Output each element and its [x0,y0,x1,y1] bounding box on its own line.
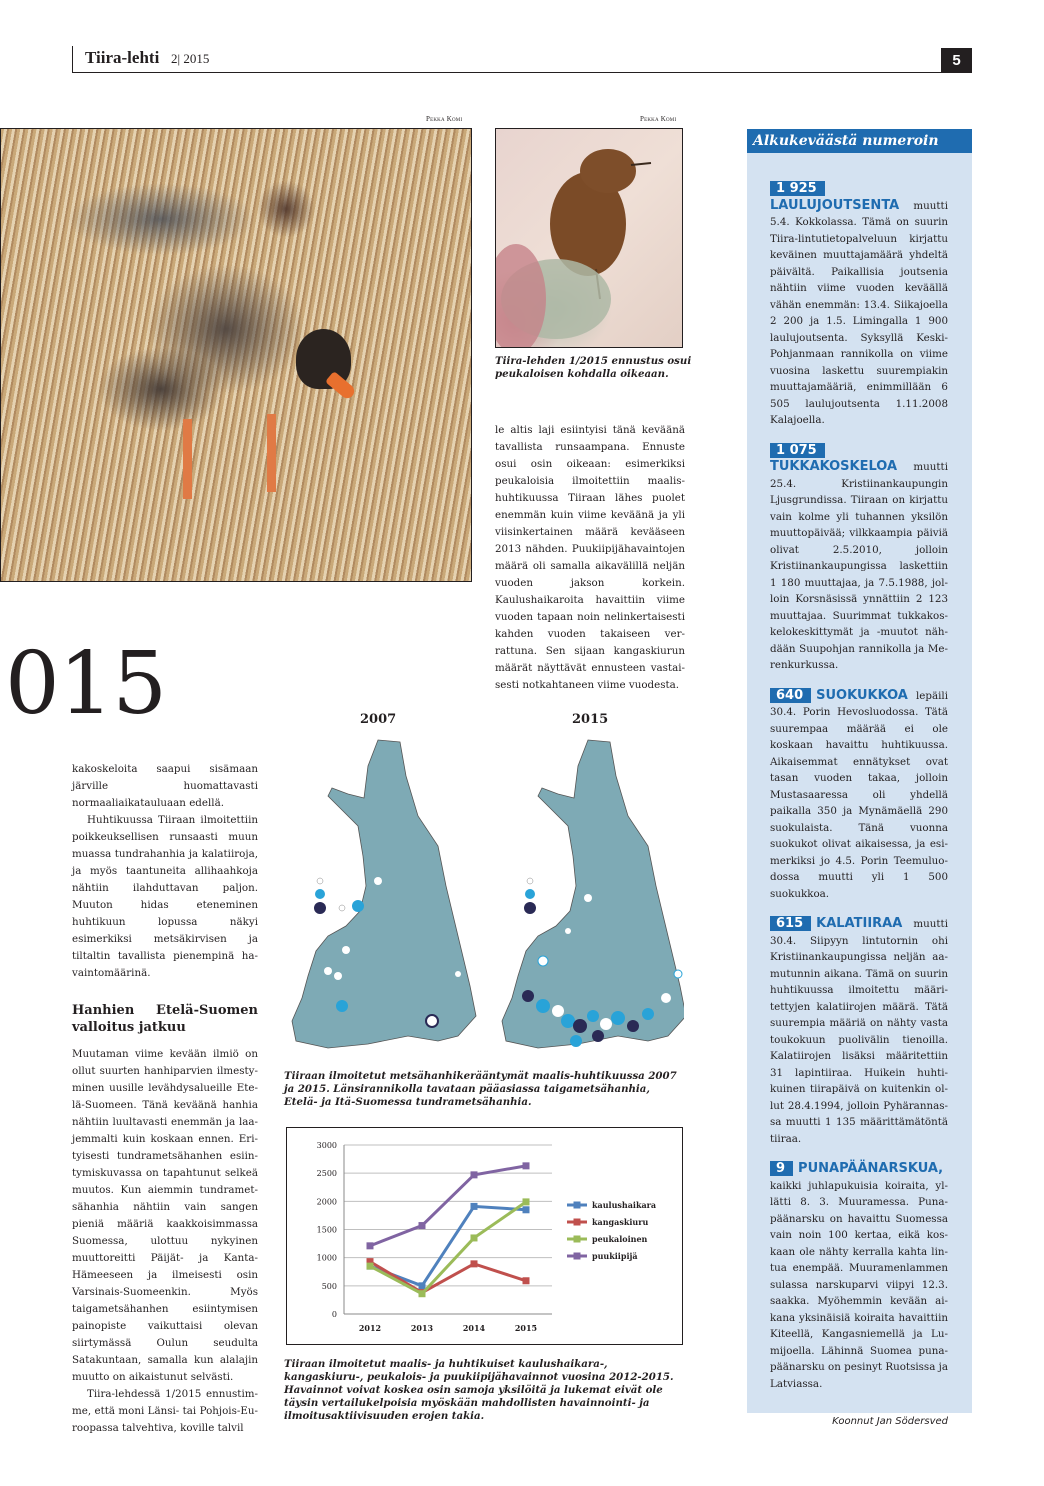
paragraph: Muutaman viime kevään ilmiö on ollut suurten hanhiparvien ilmestyminen uusille levähdysalueille Etelä-Suomeen. Tänä keväänä hanhia nähtiin luultavasti enemmän ja laajemmalti kuin koskaan ennen. Erityisesti tundrametsähanhen esiintymiskuvassa on tapahtunut selkeä muutos. Kun aiemmin tundrametsähanhia nähtiin vain sangen pieniä määriä kaakkoisimmassa Suomessa, ulottuu nykyinen muuttoreitti Päijät- ja Kanta-Hämeeseen ja ilmeisesti osin Varsinais-Suomeenkin. Myös taigametsähanhen esiintymisen painopiste vaikuttaisi olevan siirtymässä Oulun seudulta Satakuntaan, samalla kun alalajin muutto on aikaistunut selvästi. [72,1048,258,1383]
photo-credit-wren: Pekka Komi [640,115,677,123]
line-chart [286,1127,683,1345]
sidebar-fact [770,1161,948,1392]
fact-number-badge: 1 075 [770,443,825,458]
sidebar-fact [770,181,948,429]
fact-text: muutti 25.4. Kristiinankaupungin Ljusgrundissa. Tiiraan on kirjattu vain kolme yli tuhannen yksilön muuttopäivää; vilkkaampia päiviä olivat 2.5.2010, jolloin Kristiinankaupungissa laskettiin 1 180 muuttajaa, ja 7.5.1988, jolloin Korsnäsissä ynnättiin 2 123 muuttajaa. Suurimmat tukkakoskelokeskittymät ja -muutot nähdään Suupohjan rannikolla ja Merenkurkussa. [770,461,948,671]
wren-caption: Tiira-lehden 1/2015 ennustus osui peukaloisen kohdalla oikeaan. [495,355,692,380]
line-chart-svg [287,1128,682,1344]
data-point-marker [523,1198,530,1205]
legend-marker [574,1253,581,1260]
data-point-marker [419,1222,426,1229]
paragraph: Tiira-lehdessä 1/2015 ennustimme, että moni Länsi- tai Pohjois-Euroopassa talvehtiva, koville talvil [72,1388,258,1434]
fact-number-badge: 615 [770,916,811,931]
fact-species: LAULUJOUTSENTA [770,197,900,213]
paragraph: Huhtikuussa Tiiraan ilmoitettiin poikkeuksellisen runsaasti muun muassa tundrahanhia ja kalatiiroja, ja myös taantuneita allihaahkoja nähtiin ilahduttavan paljon. Muuton hidas eteneminen huhtikuun lopussa näkyi esimerkiksi metsäkirvisen ja tiltaltin tavallista pienempinä havaintomäärinä. [72,814,258,979]
y-tick-label: 2000 [316,1197,337,1207]
data-point-marker [471,1260,478,1267]
map-2007 [292,740,476,1048]
x-tick-label: 2013 [410,1323,434,1333]
fact-species: PUNAPÄÄNARSKUA, [798,1161,944,1176]
data-point-marker [367,1242,374,1249]
goose-leg [183,419,192,499]
page-number: 5 [941,48,972,73]
map-2015 [502,740,684,1048]
facts-sidebar [747,129,972,1427]
data-point-marker [471,1234,478,1241]
wren-illustration [496,129,683,348]
data-point-marker [471,1171,478,1178]
fact-species: KALATIIRAA [816,916,903,931]
magazine-title: Tiira-lehti [85,48,160,67]
finland-goose-maps [284,708,684,1068]
y-tick-label: 1000 [316,1253,337,1263]
fact-number-badge: 640 [770,688,811,703]
fact-number-badge: 9 [770,1161,793,1176]
middle-article-column [495,422,685,694]
sidebar-fact [770,688,948,903]
wren-photo [495,128,683,348]
sidebar-body [747,153,972,1427]
sidebar-signature: Koonnut Jan Södersved [832,1416,948,1427]
big-year-number: 015 [5,634,167,734]
legend-marker [574,1202,581,1209]
fact-text: lepäili 30.4. Porin Hevosluodossa. Tätä suurempaa määrää ei ole koskaan havaittu huhtikuussa. Aikaisemmat ennätykset ovat tasan vuoden takaa, jolloin Mustasaaressa oli yhdellä paikalla 350 ja Mynämäellä 290 suokulaista. Tänä vuonna suokukot olivat aikaisessa, ja esimerkiksi jo 4.5. Porin Teemuluodossa muutti yli 1 500 suokukkoa. [770,689,948,900]
data-point-marker [471,1203,478,1210]
issue-number: 2| 2015 [171,51,210,66]
sidebar-fact [770,916,948,1147]
x-tick-label: 2015 [514,1323,538,1333]
sidebar-title: Alkukeväästä numeroin [747,129,972,153]
page-header [72,46,972,73]
goose-photo [0,128,472,582]
maps-caption: Tiiraan ilmoitetut metsähanhikerääntymät maalis-huhtikuussa 2007 ja 2015. Länsirannikolla tavataan pääasiassa taigametsähanhia, Etelä- ja Itä-Suomessa tundrametsähanhia. [284,1070,677,1108]
chart-caption: Tiiraan ilmoitetut maalis- ja huhtikuiset kaulushaikara-, kangaskiuru-, peukalois- ja puukiipijähavainnot vuosina 2012-2015. Havainnot voivat koskea osin samoja yksilöitä ja lukemat eivät ole täysin vertailukelpoisia myöskään mahdollisten havainnointi- ja ilmoitusaktiivisuuden erojen takia. [284,1358,674,1422]
y-tick-label: 1500 [316,1225,337,1235]
fact-text: muutti 5.4. Kokkolassa. Tämä on suurin Tiira-lintutietopalveluun kirjattu keväinen muuttajamäärä yhdeltä päivältä. Paikallisia joutsenia nähtiin viime vuoden keväällä vähän enemmän: 13.4. Siikajoella 2 200 ja 1.5. Limingalla 1 900 laulujoutsenta. Syksyllä Keski-Pohjanmaan rannikolla on viime vuosina laskettu suurempiakin muuttajamääriä, enimmillään 6 505 laulujoutsenta 1.11.2008 Kalajoella. [770,199,948,426]
map-year-label: 2007 [360,712,397,727]
paragraph: kakoskeloita saapui sisämaan järville huomattavasti normaaliaikatauluaan edellä. [72,763,258,809]
left-article-column [72,761,258,1437]
fact-species: SUOKUKKOA [816,687,908,703]
x-tick-label: 2012 [358,1323,382,1333]
fact-text: kaikki juhlapukuisia koiraita, yllätti 8. 3. Muuramessa. Punapäänarsku on havaittu Suomessa vain noin 100 kertaa, eikä koskaan ole nähty kerralla kahta lintua enempää. Muuramenlammen sulassa narskuparvi viipyi 12.3. saakka. Myöhemmin kevään aikana yksinäisiä koiraita havaittiin Kiteellä, Kangasniemellä ja Lumijoella. Lähinnä Suomea punapäänarsku on pesinyt Ruotsissa ja Latviassa. [770,1179,948,1390]
legend-label: kangaskiuru [592,1217,649,1227]
y-tick-label: 3000 [316,1141,337,1150]
y-tick-label: 2500 [316,1169,337,1179]
map-year-label: 2015 [572,712,609,727]
legend-marker [574,1219,581,1226]
y-tick-label: 500 [321,1281,337,1291]
fact-species: TUKKAKOSKELOA [770,459,898,474]
sidebar-fact [770,443,948,674]
photo-credit-goose: Pekka Komi [426,115,463,123]
x-tick-label: 2014 [462,1323,486,1333]
y-tick-label: 0 [331,1310,337,1319]
data-point-marker [523,1206,530,1213]
fact-number-badge: 1 925 [770,181,825,196]
legend-label: puukiipijä [592,1251,638,1261]
fact-text: muutti 30.4. Siipyyn lintutornin ohi Kristiinankaupungissa neljän aamutunnin aikana. Tämä on suurin huhtikuussa ilmoitettu määritettyjen kalatiirojen määrä. Tätä suurempia määriä on nähty vasta toukokuun puolivälin tienoilla. Kalatiirojen lisäksi määritettiin 31 lapintiiraa. Huikein huhtikuinen tiirapäivä on kuitenkin ollut 28.4.1994, jolloin Pyhärannassa muutti 1 135 määrittämätöntä tiiraa. [770,918,948,1145]
data-point-marker [419,1282,426,1289]
legend-label: kaulushaikara [592,1200,657,1210]
legend-label: peukaloinen [592,1234,648,1244]
series-line [370,1166,526,1246]
data-point-marker [419,1290,426,1297]
goose-leg [267,414,276,492]
data-point-marker [523,1162,530,1169]
paragraph: le altis laji esiintyisi tänä keväänä tavallista runsaampana. Ennuste osui osin oikeaan: esimerkiksi peukaloisia ilmoitettiin maalis-huhtikuussa Tiiraan lähes puolet enemmän kuin viime keväänä ja yli viisinkertainen määrä kevääseen 2013 nähden. Puukiipijähavaintojen määrä oli samalla aikavälillä neljän vuoden jakson korkein. Kaulushaikaroita havaittiin viime vuoden tapaan noin nelinkertaisesti kahden vuoden takaiseen verrattuna. Sen sijaan kangaskiurun määrät näyttävät ennusteen vastaisesti notkahtaneen viime vuodesta. [495,424,685,691]
subheading: Hanhien Etelä-Suomen valloitus jatkuu [72,1003,258,1035]
legend-marker [574,1236,581,1243]
maps-graphic [284,730,684,1080]
data-point-marker [367,1263,374,1270]
data-point-marker [523,1277,530,1284]
